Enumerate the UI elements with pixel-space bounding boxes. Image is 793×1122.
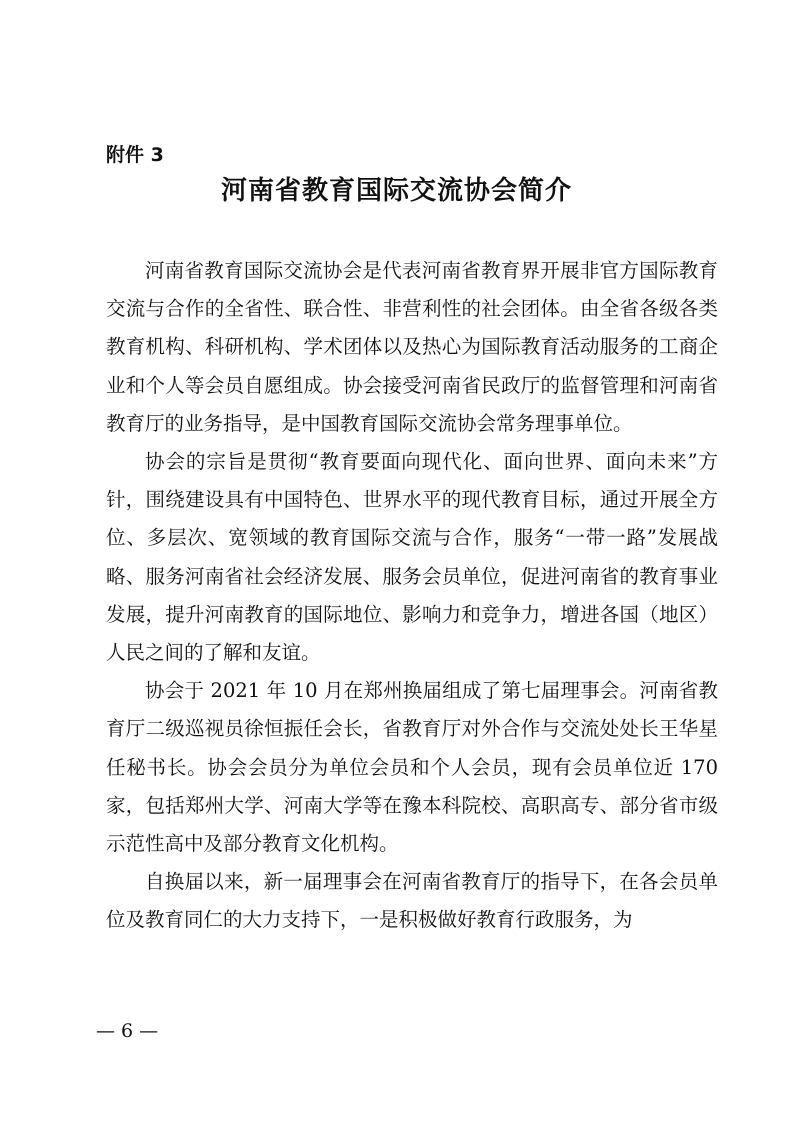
attachment-label: 附件 3 bbox=[106, 144, 164, 166]
paragraph-council: 协会于 2021 年 10 月在郑州换届组成了第七届理事会。河南省教育厅二级巡视员徐恒振任会长，省教育厅对外合作与交流处处长王华星任秘书长。协会会员分为单位会员和个人会员，现有会员单位近 170 家，包括郑州大学、河南大学等在豫本科院校、高职高专、部分省市级示范性高中及部分教育文化机构。 bbox=[106, 679, 718, 856]
paragraph-activities: 自换届以来，新一届理事会在河南省教育厅的指导下，在各会员单位及教育同仁的大力支持下，一是积极做好教育行政服务，为 bbox=[106, 870, 718, 932]
page-number: — 6 — bbox=[96, 1020, 159, 1042]
document-body bbox=[106, 252, 718, 940]
paragraph-intro: 河南省教育国际交流协会是代表河南省教育界开展非官方国际教育交流与合作的全省性、联合性、非营利性的社会团体。由全省各级各类教育机构、科研机构、学术团体以及热心为国际教育活动服务的工商企业和个人等会员自愿组成。协会接受河南省民政厅的监督管理和河南省教育厅的业务指导，是中国教育国际交流协会常务理事单位。 bbox=[106, 259, 718, 435]
paragraph-purpose: 协会的宗旨是贯彻“教育要面向现代化、面向世界、面向未来”方针，围绕建设具有中国特色、世界水平的现代教育目标，通过开展全方位、多层次、宽领域的教育国际交流与合作，服务“一带一路”发展战略、服务河南省社会经济发展、服务会员单位，促进河南省的教育事业发展，提升河南教育的国际地位、影响力和竞争力，增进各国（地区）人民之间的了解和友谊。 bbox=[106, 450, 718, 665]
document-title: 河南省教育国际交流协会简介 bbox=[220, 176, 572, 206]
